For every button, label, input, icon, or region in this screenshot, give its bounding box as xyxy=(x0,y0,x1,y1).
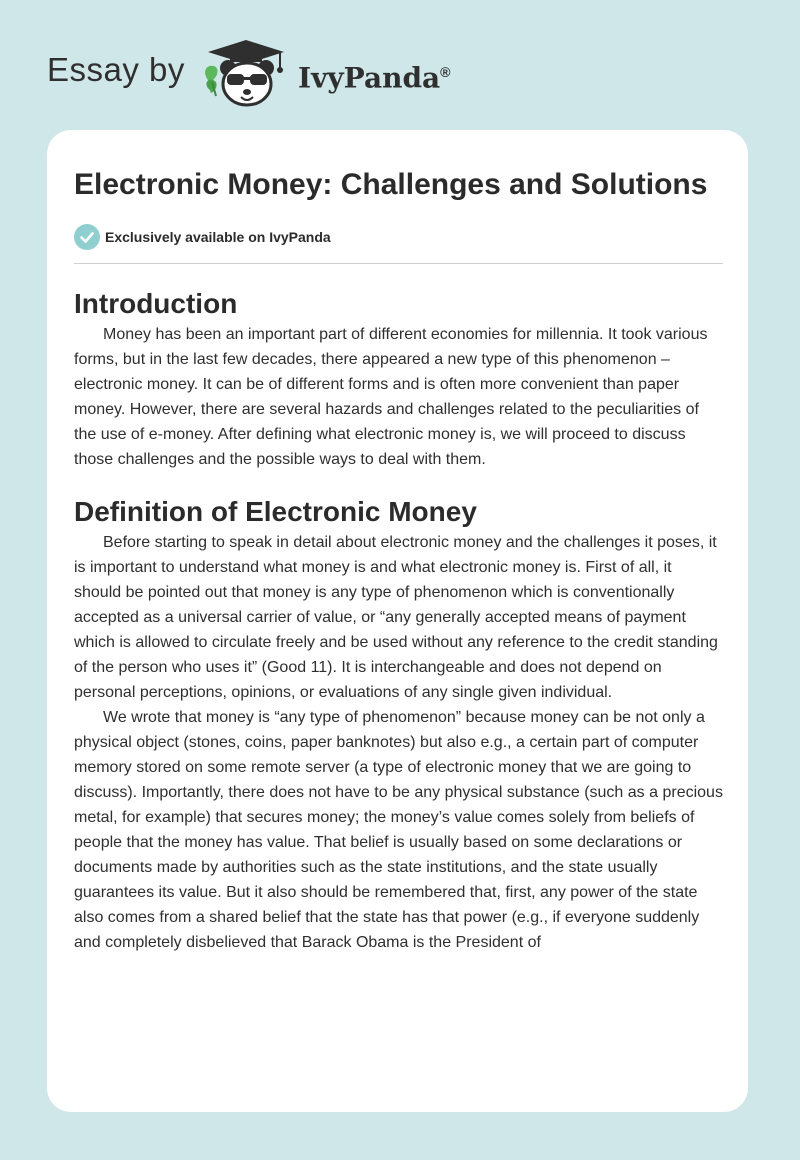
section-heading-definition: Definition of Electronic Money xyxy=(74,496,477,527)
essay-by-label: Essay by xyxy=(47,51,185,88)
essay-content xyxy=(74,164,723,955)
paragraph: Money has been an important part of different economies for millennia. It took various forms, but in the last few decades, there appeared a new type of this phenomenon – electronic money. It can be of different forms and is often more convenient than paper money. However, there are several hazards and challenges related to the peculiarities of the use of e-money. After defining what electronic money is, we will proceed to discuss those challenges and the possible ways to deal with them. xyxy=(74,326,708,468)
registered-mark: ® xyxy=(440,64,451,80)
check-circle-icon xyxy=(74,224,100,250)
brand-logo[interactable] xyxy=(298,54,451,96)
section-heading-introduction: Introduction xyxy=(74,288,238,319)
essay-card xyxy=(47,130,748,1112)
panda-graduation-cap-icon[interactable] xyxy=(200,36,296,108)
paragraph: We wrote that money is “any type of phenomenon” because money can be not only a physical object (stones, coins, paper banknotes) but also e.g., a certain part of computer memory stored on some remote server (a type of electronic money that we are going to discuss). Importantly, there does not have to be any physical substance (such as a precious metal, for example) that secures money; the money’s value comes solely from beliefs of people that the money has value. That belief is usually based on some declarations or documents made by authorities such as the state institutions, and the state usually guarantees its value. But it also should be remembered that, first, any power of the state also comes from a shared belief that the state has that power (e.g., if everyone suddenly and completely disbelieved that Barack Obama is the President of xyxy=(74,709,723,951)
paragraph: Before starting to speak in detail about electronic money and the challenges it poses, it is important to understand what money is and what electronic money is. First of all, it should be pointed out that money is any type of phenomenon which is conventionally accepted as a universal carrier of value, or “any generally accepted means of payment which is allowed to circulate freely and be used without any reference to the credit standing of the person who uses it” (Good 11). It is interchangeable and does not depend on personal perceptions, opinions, or evaluations of any single given individual. xyxy=(74,534,718,701)
page-title: Electronic Money: Challenges and Solutions xyxy=(74,168,708,201)
exclusive-label: Exclusively available on IvyPanda xyxy=(105,229,331,245)
divider xyxy=(74,263,723,264)
brand-name: IvyPanda xyxy=(298,61,441,95)
exclusive-badge xyxy=(74,224,723,250)
site-header xyxy=(0,0,800,130)
